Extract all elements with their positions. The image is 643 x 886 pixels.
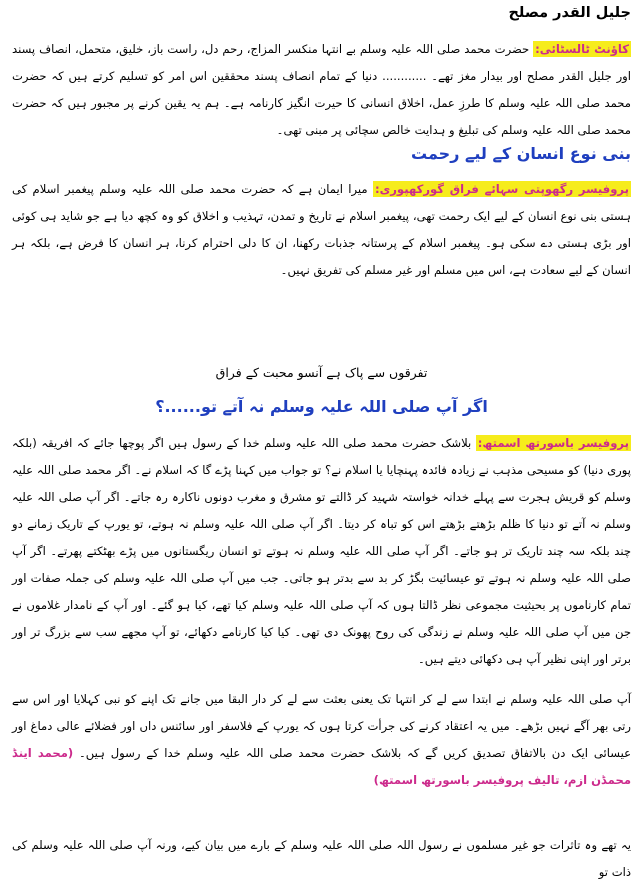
closing-paragraph: یہ تھے وہ تاثرات جو غیر مسلموں نے رسول اللہ صلی اللہ علیہ وسلم کے بارے میں بیان کیے، ورنہ آپ صلی اللہ علیہ وسلم کی ذات تو bbox=[12, 838, 631, 879]
bosworth-paragraph-2 bbox=[12, 686, 631, 812]
tolstoy-paragraph bbox=[12, 36, 631, 137]
bosworth-citation: (محمد اینڈ محمڈن ازم، تالیف پروفیسر باسورتھ اسمتھ) bbox=[12, 746, 631, 787]
bosworth-paragraph-1 bbox=[12, 430, 631, 682]
firaq-paragraph bbox=[12, 176, 631, 298]
bosworth-text: بلاشک حضرت محمد صلی اللہ علیہ وسلم خدا کے رسول ہیں اگر پوچھا جائے کہ افریقہ (بلکہ پوری دنیا) کو مسیحی مذہب نے زیادہ فائدہ پہنچایا یا اسلام نے؟ تو جواب میں کہنا پڑے گا کہ اسلام نے۔ اگر محمد صلی اللہ علیہ وسلم کو قریش ہجرت سے پہلے خدانہ خواستہ شہید کر ڈالتے تو مشرق و مغرب دونوں ناکارہ رہ جاتے۔ اگر آپ صلی اللہ علیہ وسلم نہ آتے تو دنیا کا ظلم بڑھتے بڑھتے اس کو تباہ کر دیتا۔ اگر آپ صلی اللہ علیہ وسلم نہ ہوتے، تو یورپ کے تاریک زمانے دو چند بلکہ سہ چند تاریک تر ہو جاتے۔ اگر آپ صلی اللہ علیہ وسلم نہ ہوتے تو انسان ریگستانوں میں پڑے بھٹکتے پھرتے۔ اگر آپ صلی اللہ علیہ وسلم نہ ہوتے تو عیسائیت بگڑ کر بد سے بدتر ہو جاتی۔ جب میں آپ صلی اللہ علیہ وسلم کی جملہ صفات اور تمام کارناموں پر بحیثیت مجموعی نظر ڈالتا ہوں کہ آپ صلی اللہ علیہ وسلم کیا تھے، کیا ہو گئے۔ اور آپ کے نامدار غلاموں نے جن میں آپ صلی اللہ علیہ وسلم نے زندگی کی روح پھونک دی تھی۔ کیا کیا کارنامے دکھائے، تو آپ مجھے سب سے بزرگ تر اور برتر اور اپنی نظیر آپ ہی دکھائی دیتے ہیں۔ bbox=[12, 436, 631, 666]
tolstoy-text: حضرت محمد صلی اللہ علیہ وسلم بے انتہا منکسر المزاج، رحم دل، راست باز، خلیق، متحمل، انصاف پسند اور جلیل القدر مصلح اور بیدار مغز تھے۔ ............ دنیا کے تمام انصاف پسند محققین اس امر کو تسلیم کرتے ہیں کہ حضرت محمد صلی اللہ علیہ وسلم کا طرزِ عمل، اخلاق انسانی کا حیرت انگیز کارنامہ ہے۔ ہم یہ یقین کرنے پر مجبور ہیں کہ حضرت محمد صلی اللہ علیہ وسلم کی تبلیغ و ہدایت خالص سچائی پر مبنی تھی۔ bbox=[12, 42, 631, 137]
tolstoy-name: کاؤنٹ ٹالسٹائی: bbox=[535, 42, 630, 56]
mercy-heading: بنی نوع انسان کے لیے رحمت bbox=[411, 144, 631, 163]
firaq-text: میرا ایمان ہے کہ حضرت محمد صلی اللہ علیہ وسلم پیغمبر اسلام کی ہستی بنی نوع انسان کے لیے ایک رحمت تھی، پیغمبر اسلام نے تاریخ و تمدن، تہذیب و اخلاق کو وہ کچھ دیا ہے جو شاید ہی کوئی اور بڑی ہستی دے سکی ہو۔ پیغمبر اسلام کے پرستانہ جذبات رکھنا، ان کا دلی احترام کرنا، ہر انسان کا فرض ہے، بلکہ ہر انسان کے لیے سعادت ہے، اس میں مسلم اور غیر مسلم کی تفریق نہیں۔ bbox=[12, 182, 631, 277]
verse-line: تفرقوں سے پاک ہے آنسو محبت کے فراق bbox=[215, 365, 428, 380]
what-if-heading: اگر آپ صلی اللہ علیہ وسلم نہ آتے تو......؟ bbox=[155, 397, 488, 416]
firaq-name: پروفیسر رگھوپتی سہائے فراق گورکھپوری: bbox=[375, 182, 629, 196]
bosworth-text-2: آپ صلی اللہ علیہ وسلم نے ابتدا سے لے کر انتہا تک یعنی بعثت سے لے کر دار البقا میں جانے تک اپنے کو نبی کہلایا اور اس سے رتی بھر آگے نہیں بڑھے۔ میں یہ اعتقاد کرنے کی جرأت کرتا ہوں کہ یورپ کے فلاسفر اور سائنس داں اور فضلائے عالی دماغ اور عیسائی ایک دن بالاتفاق تصدیق کریں گے کہ بلاشک حضرت محمد صلی اللہ علیہ وسلم خدا کے رسول ہیں۔ bbox=[12, 692, 631, 760]
page-title: جلیل القدر مصلح bbox=[508, 5, 631, 21]
bosworth-name: پروفیسر باسورتھ اسمتھ: bbox=[477, 436, 629, 450]
